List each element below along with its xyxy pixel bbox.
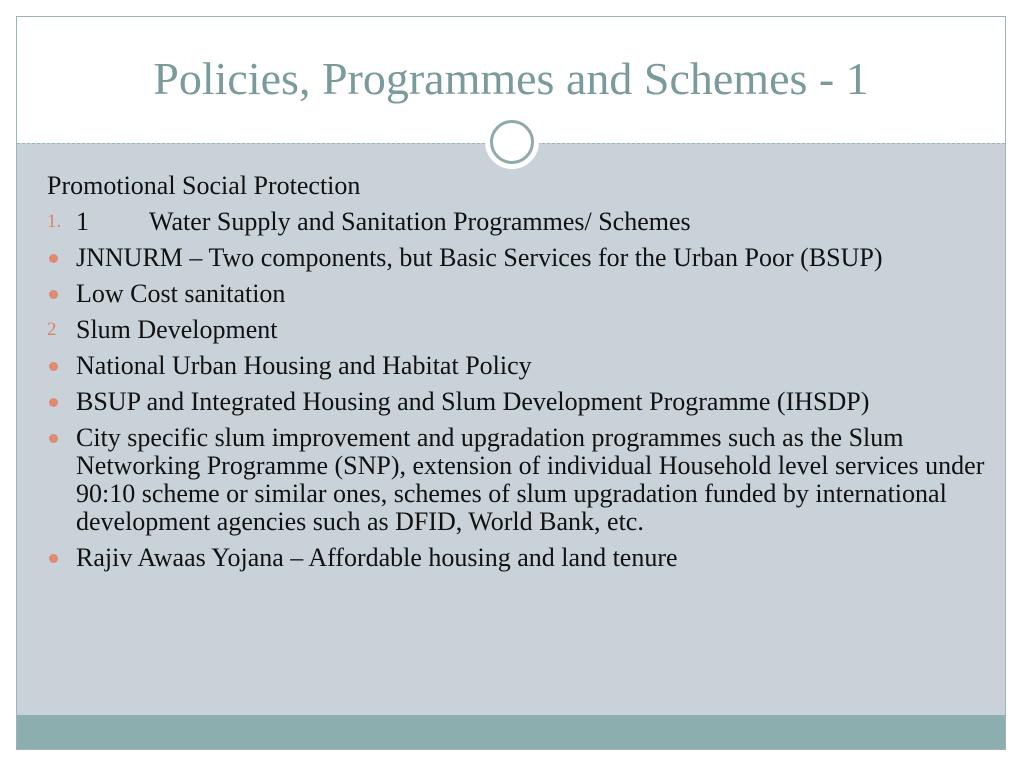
bullet-dot-icon bbox=[49, 434, 58, 443]
list-item-text: BSUP and Integrated Housing and Slum Development Programme (IHSDP) bbox=[76, 387, 870, 416]
list-item-text: National Urban Housing and Habitat Policy bbox=[76, 351, 532, 380]
slide-title: Policies, Programmes and Schemes - 1 bbox=[153, 53, 869, 104]
list-item-text: City specific slum improvement and upgradation programmes such as the Slum Networking Programme (SNP), extension of individual Household level services under 90:10 scheme or similar ones, schemes of slum upgradation funded by international development agencies such as DFID, World Bank, etc. bbox=[76, 423, 985, 536]
ornament-ring bbox=[490, 120, 534, 164]
list-item-bullet bbox=[47, 244, 992, 272]
list-number-marker: 1. bbox=[47, 211, 62, 232]
slide bbox=[16, 16, 1006, 750]
list-number-marker: 2 bbox=[47, 319, 57, 340]
bullet-dot-icon bbox=[49, 254, 58, 263]
list-item-bullet bbox=[47, 352, 992, 380]
item-prefix: 1 bbox=[76, 207, 89, 236]
bullet-dot-icon bbox=[49, 554, 58, 563]
footer-bar bbox=[17, 715, 1005, 750]
bullet-dot-icon bbox=[49, 290, 58, 299]
bullet-dot-icon bbox=[49, 398, 58, 407]
circle-ring-icon bbox=[485, 115, 539, 169]
list-item-bullet bbox=[47, 388, 992, 416]
list-item-text: Water Supply and Sanitation Programmes/ Schemes bbox=[149, 207, 691, 236]
slide-body bbox=[47, 172, 992, 580]
list-item-bullet bbox=[47, 544, 992, 572]
list-item-text: Slum Development bbox=[76, 315, 278, 344]
list-item-numbered-2 bbox=[47, 316, 992, 344]
list-item-text: Low Cost sanitation bbox=[76, 279, 286, 308]
list-item-text: JNNURM – Two components, but Basic Services for the Urban Poor (BSUP) bbox=[76, 243, 883, 272]
section-subheading: Promotional Social Protection bbox=[47, 171, 361, 200]
list-item-numbered-1 bbox=[47, 208, 992, 236]
bullet-dot-icon bbox=[49, 362, 58, 371]
list-item-text: Rajiv Awaas Yojana – Affordable housing and land tenure bbox=[76, 543, 678, 572]
list-item-bullet bbox=[47, 280, 992, 308]
list-item-bullet bbox=[47, 424, 992, 536]
